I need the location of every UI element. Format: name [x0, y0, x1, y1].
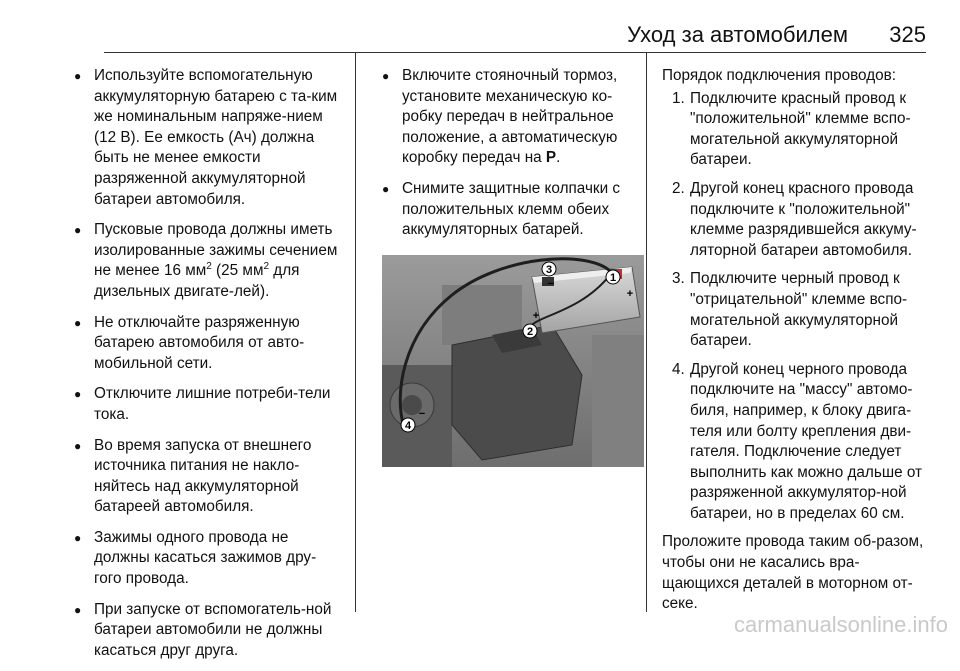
- step-text: Другой конец черного провода подключите на "массу" автомо-биля, например, к блоку двига-теля или болту крепления дви-гателя. Подключение следует выполнить как можно дальше от разряженной аккумулятор-ной батареи, но в пределах 60 см.: [690, 360, 923, 522]
- list-item: [662, 360, 932, 525]
- list-item: [662, 89, 932, 171]
- list-item-text: Пусковые провода должны иметь изолированные зажимы сечением не менее 16 мм: [94, 221, 338, 280]
- gear-position-p: P: [545, 149, 557, 167]
- engine-bay-drawing: [382, 255, 644, 467]
- step-text: Другой конец красного провода подключите к "положительной" клемме разрядившейся аккуму-ляторной батареи автомобиля.: [690, 179, 917, 259]
- sign-minus-4: −: [418, 407, 426, 420]
- list-item: [74, 220, 342, 302]
- list-item-text: Включите стояночный тормоз, установите механическую ко-робку передач в нейтральное положение, а автоматическую коробку передач на: [402, 67, 618, 167]
- page-header: [104, 0, 926, 53]
- step-number: 4.: [672, 360, 685, 378]
- engine-bay-illustration: [382, 255, 644, 467]
- watermark: carmanualsonline.info: [733, 612, 948, 637]
- step-number: 1.: [672, 89, 685, 107]
- callout-2: 2: [526, 325, 534, 338]
- list-item-text: для дизельных двигате-лей).: [94, 262, 300, 300]
- list-item: [382, 66, 644, 169]
- bullet-list: [382, 66, 644, 241]
- list-item: ● Снимите защитные колпачки с положительных клемм обеих аккумуляторных батарей.: [382, 179, 644, 241]
- callout-4: 4: [404, 419, 412, 432]
- list-item-text: .: [556, 149, 561, 167]
- column-divider-1: [355, 52, 356, 612]
- column-divider-2: [646, 52, 647, 612]
- sign-minus-3: −: [547, 277, 555, 290]
- column-3: [662, 66, 932, 615]
- column-1: [74, 66, 342, 671]
- intro-text: Порядок подключения проводов:: [662, 67, 897, 84]
- superscript: 2: [206, 261, 212, 273]
- list-item: [662, 269, 932, 351]
- page-title: Уход за автомобилем: [627, 22, 848, 47]
- page-number: 325: [889, 22, 926, 47]
- list-item: ● Используйте вспомогательную аккумуляторную батарею с та-ким же номинальным напряже-нием (12 В). Ее емкость (Ач) должна быть не менее емкости разряженной аккумуляторной батареи автомобиля.: [74, 66, 342, 210]
- outro-text: Проложите провода таким об-разом, чтобы они не касались вра-щающихся деталей в моторном от-секе.: [662, 533, 924, 613]
- step-number: 2.: [672, 179, 685, 197]
- list-item: ● Не отключайте разряженную батарею автомобиля от авто-мобильной сети.: [74, 313, 342, 375]
- list-item: ● При запуске от вспомогатель-ной батареи автомобили не должны касаться друг друга.: [74, 600, 342, 662]
- list-item: ● Отключите лишние потреби-тели тока.: [74, 384, 342, 425]
- step-text: Подключите черный провод к "отрицательной" клемме вспо-могательной аккумуляторной батареи.: [690, 270, 908, 350]
- list-item-text: (25 мм: [211, 262, 264, 280]
- sign-plus-1: +: [626, 287, 634, 300]
- callout-1: 1: [609, 271, 617, 284]
- list-item: ● Зажимы одного провода не должны касаться зажимов дру-гого провода.: [74, 528, 342, 590]
- callout-3: 3: [545, 263, 553, 276]
- step-number: 3.: [672, 270, 685, 288]
- sign-plus-2: +: [532, 309, 540, 322]
- superscript: 2: [263, 261, 270, 273]
- step-text: Подключите красный провод к "положительной" клемме вспо-могательной аккумуляторной батареи.: [690, 89, 911, 169]
- steps-list: [662, 89, 932, 525]
- list-item: [662, 179, 932, 261]
- bullet-list: [74, 66, 342, 661]
- list-item: ● Во время запуска от внешнего источника питания не накло-няйтесь над аккумуляторной батареей автомобиля.: [74, 436, 342, 518]
- column-2: [382, 66, 644, 467]
- right-body-panel: [592, 335, 644, 467]
